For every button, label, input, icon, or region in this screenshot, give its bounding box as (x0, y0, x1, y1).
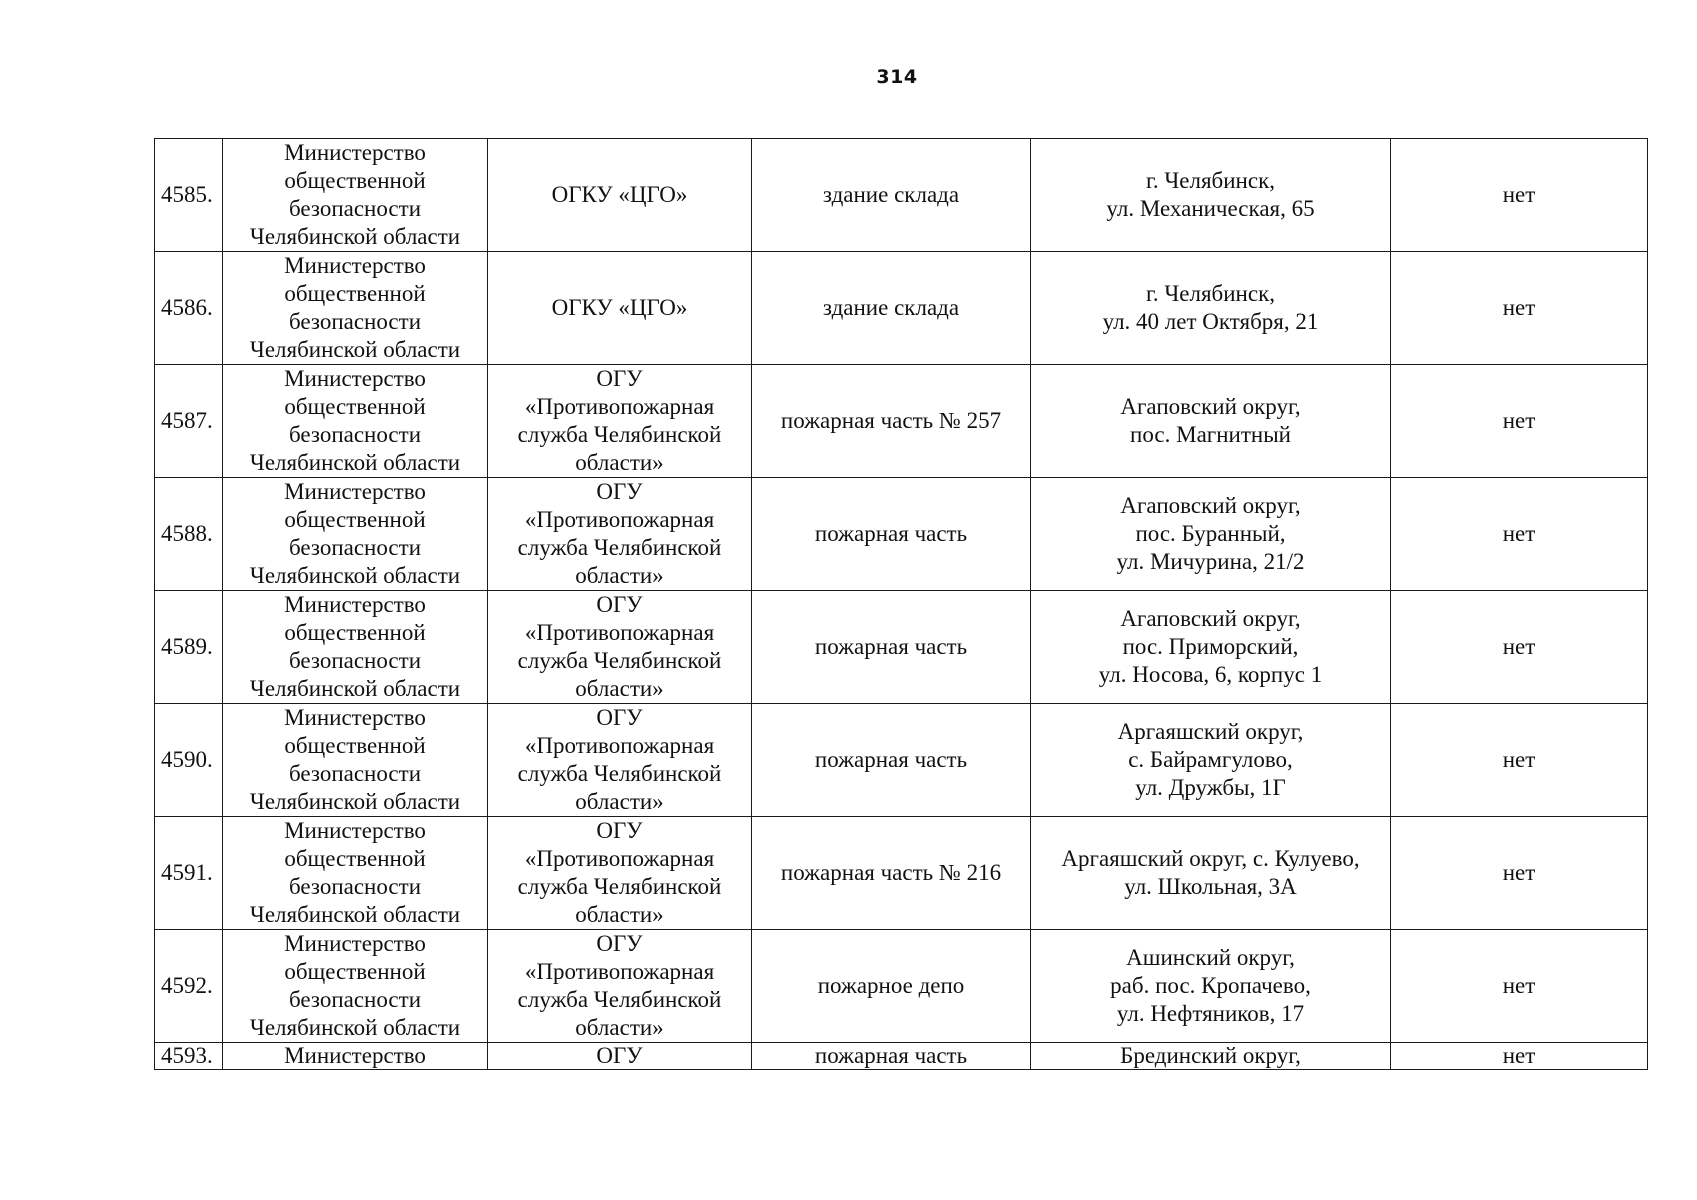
owner-cell: Министерство (223, 1043, 488, 1070)
registry-table (154, 138, 1648, 1070)
status-cell: нет (1391, 930, 1648, 1043)
page-number: 314 (876, 66, 918, 88)
table-row (155, 365, 1648, 478)
row-number: 4586. (155, 252, 223, 365)
owner-cell: Министерство общественной безопасности Челябинской области (223, 704, 488, 817)
row-number: 4589. (155, 591, 223, 704)
organization-cell: ОГУ «Противопожарная служба Челябинской области» (488, 704, 752, 817)
owner-cell: Министерство общественной безопасности Челябинской области (223, 365, 488, 478)
status-cell: нет (1391, 1043, 1648, 1070)
object-cell: пожарная часть № 216 (752, 817, 1031, 930)
address-cell: Агаповский округ, пос. Магнитный (1031, 365, 1391, 478)
object-cell: пожарная часть (752, 1043, 1031, 1070)
status-cell: нет (1391, 478, 1648, 591)
owner-cell: Министерство общественной безопасности Челябинской области (223, 139, 488, 252)
address-cell: Аргаяшский округ, с. Байрамгулово, ул. Дружбы, 1Г (1031, 704, 1391, 817)
status-cell: нет (1391, 365, 1648, 478)
table-row (155, 1043, 1648, 1070)
owner-cell: Министерство общественной безопасности Челябинской области (223, 252, 488, 365)
organization-cell: ОГУ «Противопожарная служба Челябинской области» (488, 478, 752, 591)
address-cell: Аргаяшский округ, с. Кулуево, ул. Школьная, 3А (1031, 817, 1391, 930)
object-cell: пожарная часть № 257 (752, 365, 1031, 478)
status-cell: нет (1391, 139, 1648, 252)
organization-cell: ОГУ «Противопожарная служба Челябинской области» (488, 930, 752, 1043)
address-cell: Агаповский округ, пос. Буранный, ул. Мичурина, 21/2 (1031, 478, 1391, 591)
address-cell: Ашинский округ, раб. пос. Кропачево, ул. Нефтяников, 17 (1031, 930, 1391, 1043)
row-number: 4592. (155, 930, 223, 1043)
status-cell: нет (1391, 704, 1648, 817)
organization-cell: ОГУ «Противопожарная служба Челябинской области» (488, 591, 752, 704)
organization-cell: ОГУ «Противопожарная служба Челябинской области» (488, 817, 752, 930)
organization-cell: ОГКУ «ЦГО» (488, 139, 752, 252)
address-cell: г. Челябинск, ул. Механическая, 65 (1031, 139, 1391, 252)
address-cell: Агаповский округ, пос. Приморский, ул. Носова, 6, корпус 1 (1031, 591, 1391, 704)
row-number: 4587. (155, 365, 223, 478)
object-cell: пожарная часть (752, 478, 1031, 591)
object-cell: пожарное депо (752, 930, 1031, 1043)
table-row (155, 704, 1648, 817)
table-row (155, 817, 1648, 930)
owner-cell: Министерство общественной безопасности Челябинской области (223, 591, 488, 704)
status-cell: нет (1391, 252, 1648, 365)
row-number: 4590. (155, 704, 223, 817)
organization-cell: ОГУ (488, 1043, 752, 1070)
object-cell: пожарная часть (752, 591, 1031, 704)
organization-cell: ОГУ «Противопожарная служба Челябинской области» (488, 365, 752, 478)
address-cell: Брединский округ, (1031, 1043, 1391, 1070)
table-row (155, 139, 1648, 252)
table-row (155, 591, 1648, 704)
owner-cell: Министерство общественной безопасности Челябинской области (223, 478, 488, 591)
status-cell: нет (1391, 591, 1648, 704)
object-cell: пожарная часть (752, 704, 1031, 817)
row-number: 4593. (155, 1043, 223, 1070)
object-cell: здание склада (752, 252, 1031, 365)
organization-cell: ОГКУ «ЦГО» (488, 252, 752, 365)
row-number: 4591. (155, 817, 223, 930)
table-row (155, 252, 1648, 365)
owner-cell: Министерство общественной безопасности Челябинской области (223, 817, 488, 930)
table-row (155, 478, 1648, 591)
row-number: 4588. (155, 478, 223, 591)
table-row (155, 930, 1648, 1043)
status-cell: нет (1391, 817, 1648, 930)
row-number: 4585. (155, 139, 223, 252)
address-cell: г. Челябинск, ул. 40 лет Октября, 21 (1031, 252, 1391, 365)
object-cell: здание склада (752, 139, 1031, 252)
owner-cell: Министерство общественной безопасности Челябинской области (223, 930, 488, 1043)
